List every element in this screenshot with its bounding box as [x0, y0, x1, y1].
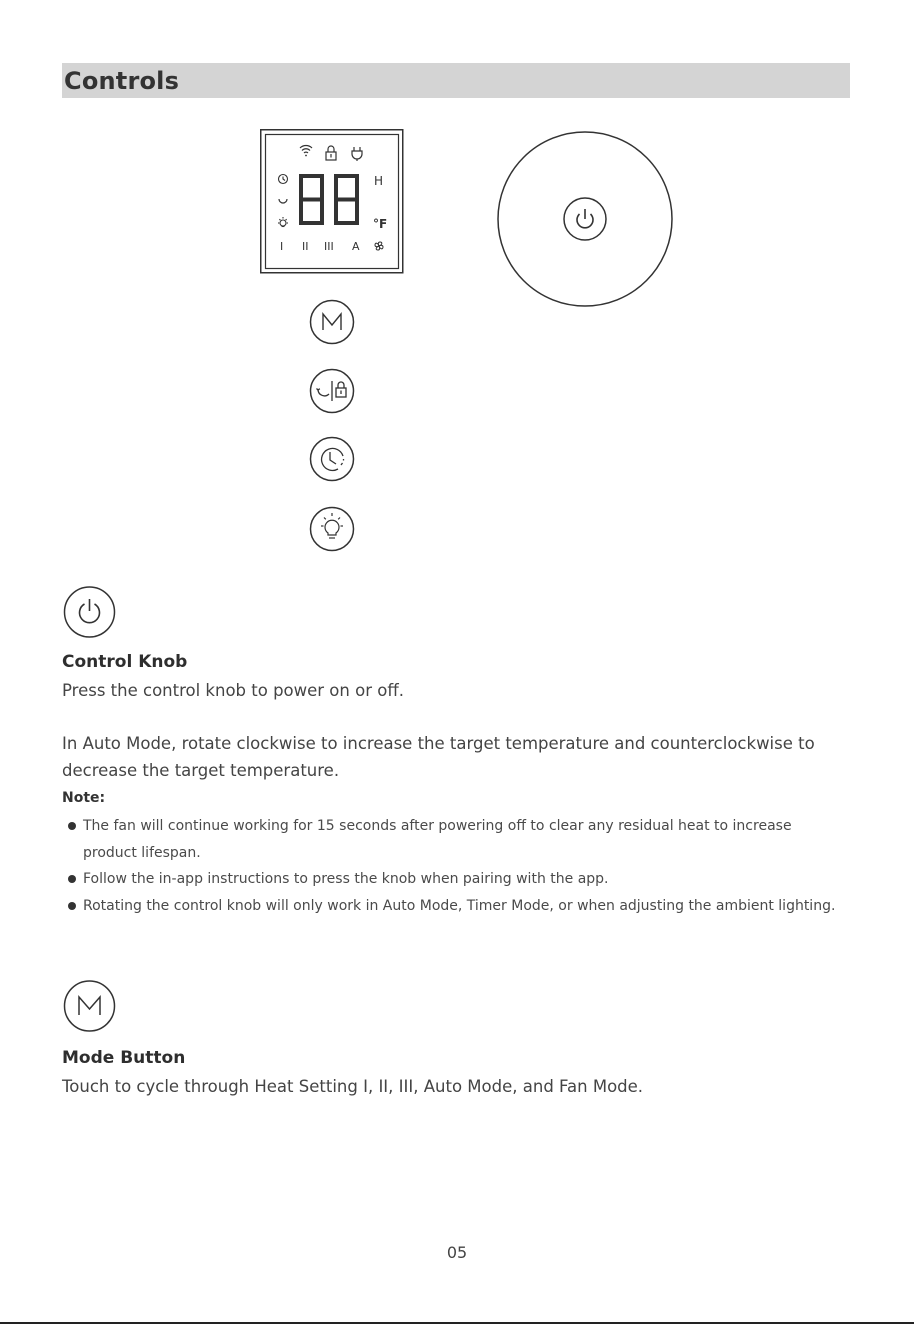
control-knob-illustration[interactable]: [496, 130, 674, 308]
note-item: [62, 866, 842, 893]
fahrenheit-label: °F: [373, 217, 388, 231]
control-knob-text-2: In Auto Mode, rotate clockwise to increase the target temperature and counterclockwise to decrease the target temperature.: [62, 734, 815, 780]
fan-icon: [375, 242, 383, 250]
control-knob-text-1: Press the control knob to power on or off.: [62, 681, 404, 700]
mode-button-text: Touch to cycle through Heat Setting I, II, III, Auto Mode, and Fan Mode.: [62, 1077, 644, 1096]
bullet: [68, 902, 76, 910]
page-number: 05: [446, 1243, 468, 1262]
sleep-lock-icon: [317, 381, 347, 401]
note-text: The fan will continue working for 15 seconds after powering off to clear any residual heat to increase product lifespan.: [83, 818, 792, 861]
mode-button-heading: Mode Button: [62, 1048, 186, 1068]
power-button-icon: [63, 586, 117, 638]
display-panel: [260, 129, 404, 274]
sleep-icon: [279, 199, 287, 203]
control-knob-heading: Control Knob: [62, 652, 188, 672]
page-title: Controls: [64, 67, 180, 95]
timer-button-illustration[interactable]: [308, 436, 356, 482]
note-item: [62, 813, 842, 866]
speed-label-auto: A: [352, 240, 360, 253]
clock-icon: [279, 175, 288, 184]
mode-icon: [79, 997, 100, 1015]
digit-display: [301, 176, 357, 223]
timer-icon: [322, 448, 344, 470]
bullet: [68, 875, 76, 883]
mode-button-illustration[interactable]: [308, 299, 356, 345]
power-icon: [564, 198, 606, 240]
note-label: Note:: [62, 790, 106, 806]
sleep-lock-button-illustration[interactable]: [308, 368, 356, 414]
mode-icon: [323, 314, 341, 330]
h-label: H: [374, 174, 384, 188]
lock-icon: [326, 146, 336, 160]
note-text: Follow the in-app instructions to press the knob when pairing with the app.: [83, 871, 609, 887]
notes-list: [62, 813, 842, 919]
note-text: Rotating the control knob will only work in Auto Mode, Timer Mode, or when adjusting the ambient lighting.: [83, 897, 836, 914]
speed-label-1: I: [280, 240, 284, 253]
speed-label-2: II: [302, 240, 309, 253]
light-icon: [278, 217, 288, 227]
speed-label-3: III: [324, 240, 334, 253]
bullet: [68, 822, 76, 830]
mode-button-icon: [63, 980, 117, 1032]
title-bar: [62, 63, 850, 98]
plug-icon: [352, 147, 362, 161]
wifi-icon: [300, 146, 312, 157]
note-item: [62, 893, 842, 920]
light-button-illustration[interactable]: [308, 505, 356, 553]
bulb-icon: [321, 513, 343, 538]
